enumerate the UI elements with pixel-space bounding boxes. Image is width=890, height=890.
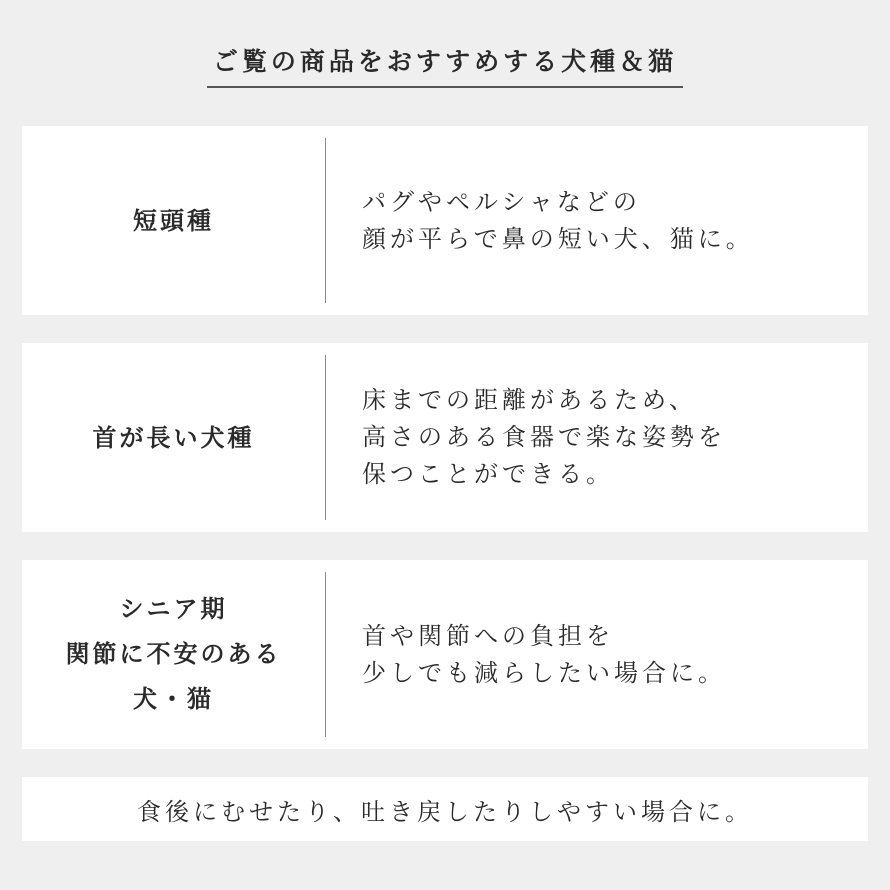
heading-line: シニア期 [119,595,228,623]
heading-line: 関節に不安のある [65,640,282,668]
footer-text: 食後にむせたり、吐き戻したりしやすい場合に。 [137,797,753,826]
card-description [362,343,858,532]
card-heading [22,560,325,749]
card-divider [325,355,326,520]
card-divider [325,138,326,303]
recommendation-card-brachycephalic [22,126,868,315]
description-line: パグやペルシャなどの [362,187,641,216]
card-description [362,560,858,749]
card-heading [22,126,325,315]
description-line: 少しでも減らしたい場合に。 [362,658,726,687]
recommendation-card-long-neck [22,343,868,532]
heading-line: 犬・猫 [133,685,214,713]
page-title-wrap [0,42,890,88]
recommendation-card-footer [22,777,868,841]
description-line: 首や関節への負担を [362,621,614,650]
description-line: 床までの距離があるため、 [362,386,698,414]
description-line: 顔が平らで鼻の短い犬、猫に。 [362,224,754,253]
card-heading [22,343,325,532]
description-line: 高さのある食器で楽な姿勢を [362,423,726,451]
page-title: ご覧の商品をおすすめする犬種＆猫 [207,42,683,88]
recommendation-card-senior [22,560,868,749]
description-line: 保つことができる。 [362,460,614,488]
card-divider [325,572,326,737]
card-description [362,126,858,315]
heading-line: 首が長い犬種 [92,423,255,452]
heading-line: 短頭種 [133,206,214,235]
